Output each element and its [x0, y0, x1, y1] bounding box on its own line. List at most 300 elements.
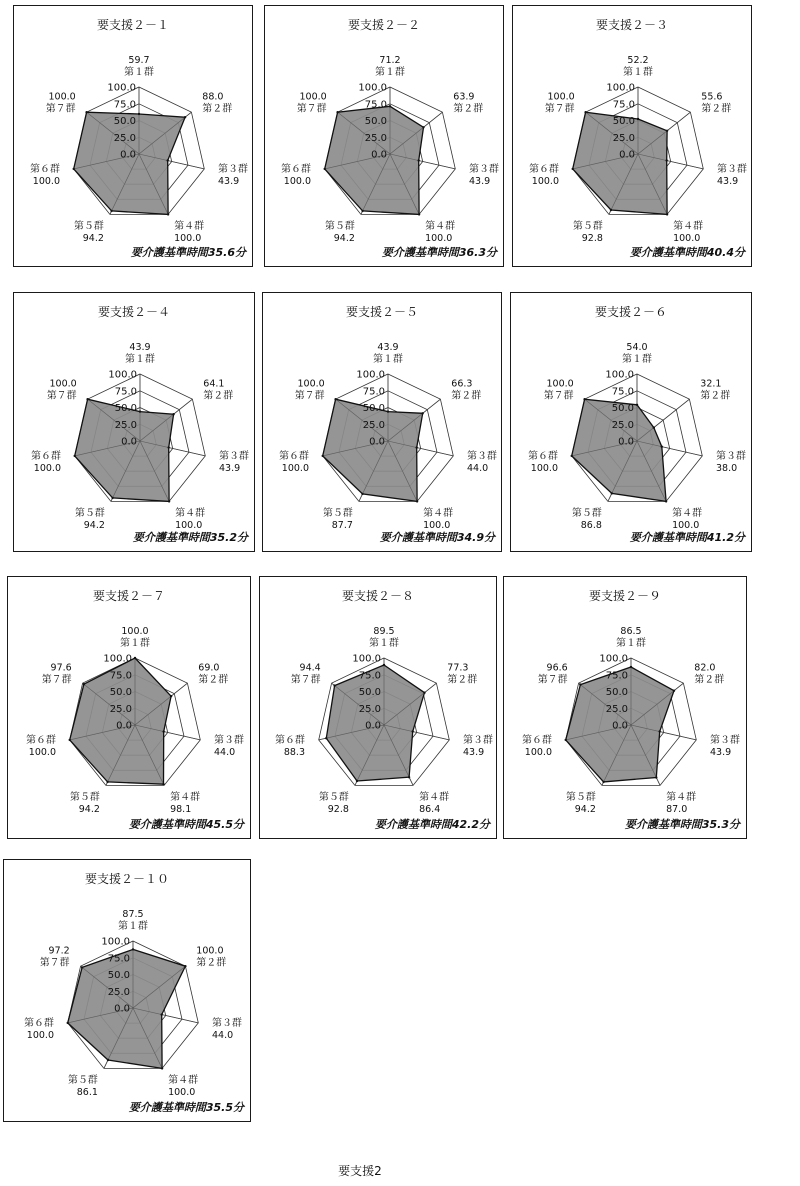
value-label: 97.6: [50, 662, 72, 674]
value-label: 96.6: [546, 662, 568, 674]
data-point: [73, 168, 75, 170]
axis-label: 第７群: [41, 674, 72, 686]
radar-panel: [259, 576, 497, 839]
radar-chart: [513, 6, 753, 268]
data-point: [184, 116, 186, 118]
data-point: [602, 781, 604, 783]
radar-chart: [260, 577, 498, 840]
tick-label: 25.0: [113, 132, 136, 144]
data-point: [172, 413, 174, 415]
value-label: 43.9: [218, 176, 240, 187]
axis-label: 第６群: [529, 164, 559, 175]
data-point: [162, 783, 164, 785]
axis-label: 第５群: [571, 508, 602, 519]
axis-label: 第３群: [463, 735, 493, 746]
reference-time: 要介護基準時間42.2分: [374, 818, 490, 831]
tick-label: 50.0: [107, 970, 130, 981]
axis-label: 第７群: [290, 674, 321, 686]
tick-label: 75.0: [611, 386, 634, 398]
value-label: 100.0: [174, 233, 202, 244]
value-label: 87.0: [666, 804, 688, 815]
axis-label: 第５群: [565, 792, 596, 803]
tick-label: 75.0: [362, 386, 385, 398]
axis-label: 第６群: [281, 164, 311, 175]
tick-label: 50.0: [611, 403, 634, 414]
data-point: [106, 781, 108, 783]
tick-label: 25.0: [114, 419, 137, 431]
page-caption: 要支援2: [338, 1164, 382, 1178]
value-label: 44.0: [212, 1030, 234, 1041]
value-label: 94.2: [83, 520, 105, 531]
data-point: [565, 739, 567, 741]
value-label: 43.9: [469, 176, 491, 187]
value-label: 87.7: [331, 520, 353, 531]
axis-label: 第７群: [39, 957, 70, 969]
radar-chart: [8, 577, 252, 840]
value-label: 100.0: [28, 747, 56, 758]
data-point: [170, 695, 172, 697]
axis-label: 第２群: [451, 390, 482, 402]
tick-label: 100.0: [356, 369, 385, 381]
tick-label: 100.0: [107, 82, 136, 94]
value-label: 55.6: [701, 91, 723, 103]
radar-panel: [13, 5, 253, 267]
tick-label: 75.0: [109, 670, 132, 682]
axis-label: 第４群: [666, 792, 697, 803]
value-label: 86.5: [620, 626, 642, 637]
value-label: 43.9: [219, 463, 241, 474]
axis-label: 第１群: [623, 67, 653, 78]
tick-label: 0.0: [369, 436, 385, 448]
data-point: [334, 398, 336, 400]
value-label: 94.4: [299, 662, 321, 674]
data-point: [412, 730, 414, 732]
data-point: [408, 776, 410, 778]
tick-label: 100.0: [605, 369, 634, 381]
axis-label: 第１群: [375, 67, 405, 78]
axis-label: 第１群: [125, 354, 155, 365]
value-label: 89.5: [373, 626, 395, 637]
data-point: [333, 684, 335, 686]
axis-label: 第１群: [118, 921, 148, 932]
axis-label: 第４群: [174, 221, 205, 232]
tick-label: 100.0: [606, 82, 635, 94]
data-point: [69, 739, 71, 741]
data-point: [67, 1022, 69, 1024]
tick-label: 100.0: [599, 653, 628, 665]
data-point: [336, 111, 338, 113]
tick-label: 25.0: [612, 132, 635, 144]
data-point: [418, 213, 420, 215]
radar-panel: [13, 292, 255, 552]
chart-title: 要支援２－３: [595, 18, 668, 32]
data-area: [573, 112, 667, 214]
data-point: [387, 410, 389, 412]
axis-label: 第４群: [673, 221, 704, 232]
tick-label: 50.0: [114, 403, 137, 414]
value-label: 100.0: [425, 233, 453, 244]
value-label: 100.0: [299, 91, 327, 103]
data-area: [323, 399, 423, 501]
data-point: [74, 455, 76, 457]
axis-label: 第３群: [218, 164, 248, 175]
tick-label: 25.0: [605, 703, 628, 715]
value-label: 100.0: [297, 378, 325, 390]
value-label: 52.2: [627, 55, 649, 66]
data-point: [167, 159, 169, 161]
axis-label: 第７群: [294, 390, 325, 402]
axis-label: 第３群: [469, 164, 499, 175]
axis-label: 第１群: [616, 638, 646, 649]
data-point: [111, 497, 113, 499]
chart-title: 要支援２－２: [347, 18, 420, 32]
value-label: 44.0: [467, 463, 489, 474]
data-point: [324, 168, 326, 170]
data-point: [630, 666, 632, 668]
tick-label: 100.0: [358, 82, 387, 94]
tick-label: 75.0: [107, 953, 130, 965]
data-point: [666, 130, 668, 132]
axis-label: 第３群: [214, 735, 244, 746]
axis-label: 第２群: [202, 103, 233, 115]
radar-panel: [510, 292, 752, 552]
axis-label: 第４群: [175, 508, 206, 519]
axis-label: 第５群: [572, 221, 603, 232]
chart-title: 要支援２－７: [92, 589, 165, 603]
tick-label: 75.0: [364, 99, 387, 111]
data-point: [611, 492, 613, 494]
tick-label: 75.0: [113, 99, 136, 111]
tick-label: 0.0: [114, 1003, 130, 1015]
axis-label: 第４群: [168, 1075, 199, 1086]
data-point: [356, 780, 358, 782]
value-label: 63.9: [453, 91, 475, 103]
value-label: 66.3: [451, 378, 473, 390]
axis-label: 第１群: [124, 67, 154, 78]
value-label: 88.0: [202, 91, 224, 103]
reference-time: 要介護基準時間35.2分: [132, 531, 248, 544]
radar-panel: [262, 292, 502, 552]
data-point: [138, 113, 140, 115]
value-label: 100.0: [121, 626, 149, 637]
data-point: [322, 455, 324, 457]
axis-label: 第２群: [700, 390, 731, 402]
tick-label: 0.0: [365, 720, 381, 732]
value-label: 100.0: [175, 520, 203, 531]
value-label: 71.2: [379, 55, 401, 66]
value-label: 87.5: [122, 909, 144, 920]
axis-label: 第６群: [528, 451, 558, 462]
data-point: [81, 966, 83, 968]
data-point: [168, 446, 170, 448]
data-point: [673, 690, 675, 692]
chart-title: 要支援２－４: [97, 305, 170, 319]
tick-label: 50.0: [612, 116, 635, 127]
value-label: 92.8: [327, 804, 349, 815]
data-point: [161, 1067, 163, 1069]
value-label: 77.3: [447, 662, 469, 674]
axis-label: 第２群: [701, 103, 732, 115]
data-point: [132, 948, 134, 950]
axis-label: 第３群: [219, 451, 249, 462]
data-point: [85, 111, 87, 113]
tick-label: 75.0: [358, 670, 381, 682]
axis-label: 第６群: [279, 451, 309, 462]
axis-label: 第４群: [425, 221, 456, 232]
tick-label: 75.0: [114, 386, 137, 398]
value-label: 100.0: [423, 520, 451, 531]
axis-label: 第２群: [203, 390, 234, 402]
data-point: [86, 398, 88, 400]
axis-label: 第２群: [196, 957, 227, 969]
axis-label: 第５群: [318, 792, 349, 803]
value-label: 44.0: [214, 747, 236, 758]
value-label: 92.8: [581, 233, 603, 244]
data-point: [666, 159, 668, 161]
value-label: 32.1: [700, 378, 722, 390]
data-point: [139, 410, 141, 412]
value-label: 94.2: [574, 804, 596, 815]
axis-label: 第７群: [45, 103, 76, 115]
data-point: [659, 730, 661, 732]
data-point: [361, 493, 363, 495]
radar-chart: [511, 293, 753, 553]
value-label: 43.9: [463, 747, 485, 758]
tick-label: 0.0: [121, 436, 137, 448]
tick-label: 25.0: [358, 703, 381, 715]
radar-panel: [264, 5, 504, 267]
value-label: 88.3: [283, 747, 305, 758]
tick-label: 50.0: [113, 116, 136, 127]
reference-time: 要介護基準時間35.3分: [624, 818, 740, 831]
value-label: 94.2: [82, 233, 104, 244]
data-point: [655, 776, 657, 778]
data-point: [167, 213, 169, 215]
value-label: 38.0: [716, 463, 738, 474]
radar-panel: [512, 5, 752, 267]
tick-label: 25.0: [109, 703, 132, 715]
data-point: [161, 1013, 163, 1015]
axis-label: 第７群: [296, 103, 327, 115]
value-label: 100.0: [531, 176, 559, 187]
data-point: [168, 500, 170, 502]
axis-label: 第２群: [453, 103, 484, 115]
data-point: [661, 446, 663, 448]
tick-label: 0.0: [120, 149, 136, 161]
data-point: [653, 426, 655, 428]
tick-label: 0.0: [618, 436, 634, 448]
value-label: 100.0: [168, 1087, 196, 1098]
tick-label: 100.0: [101, 936, 130, 948]
tick-label: 25.0: [107, 986, 130, 998]
data-point: [584, 111, 586, 113]
value-label: 43.9: [377, 342, 399, 353]
axis-label: 第５群: [67, 1075, 98, 1086]
tick-label: 25.0: [362, 419, 385, 431]
axis-label: 第１群: [369, 638, 399, 649]
data-point: [184, 965, 186, 967]
chart-title: 要支援２－１: [96, 18, 169, 32]
data-point: [383, 664, 385, 666]
axis-label: 第４群: [419, 792, 450, 803]
value-label: 100.0: [26, 1030, 54, 1041]
value-label: 86.4: [419, 804, 441, 815]
data-area: [75, 399, 174, 501]
value-label: 100.0: [281, 463, 309, 474]
value-label: 94.2: [78, 804, 100, 815]
axis-label: 第３群: [716, 451, 746, 462]
reference-time: 要介護基準時間35.5分: [128, 1101, 244, 1114]
axis-label: 第５群: [69, 792, 100, 803]
axis-label: 第７群: [537, 674, 568, 686]
value-label: 59.7: [128, 55, 150, 66]
radar-chart: [263, 293, 503, 553]
tick-label: 50.0: [109, 687, 132, 698]
data-point: [579, 683, 581, 685]
tick-label: 0.0: [371, 149, 387, 161]
value-label: 100.0: [49, 378, 77, 390]
radar-chart: [14, 6, 254, 268]
value-label: 100.0: [673, 233, 701, 244]
data-point: [416, 446, 418, 448]
data-point: [665, 500, 667, 502]
axis-label: 第５群: [322, 508, 353, 519]
axis-label: 第１群: [120, 638, 150, 649]
data-area: [74, 112, 185, 214]
axis-label: 第６群: [26, 735, 56, 746]
data-point: [422, 412, 424, 414]
axis-label: 第６群: [275, 735, 305, 746]
value-label: 100.0: [283, 176, 311, 187]
chart-title: 要支援２－５: [345, 305, 418, 319]
axis-label: 第６群: [24, 1018, 54, 1029]
value-label: 100.0: [672, 520, 700, 531]
reference-time: 要介護基準時間45.5分: [128, 818, 244, 831]
axis-label: 第２群: [447, 674, 478, 686]
axis-label: 第２群: [198, 674, 229, 686]
data-point: [107, 1059, 109, 1061]
value-label: 82.0: [694, 662, 716, 674]
value-label: 100.0: [524, 747, 552, 758]
axis-label: 第３群: [212, 1018, 242, 1029]
value-label: 43.9: [710, 747, 732, 758]
radar-panel: [7, 576, 251, 839]
axis-label: 第５群: [324, 221, 355, 232]
data-point: [325, 737, 327, 739]
tick-label: 0.0: [612, 720, 628, 732]
reference-time: 要介護基準時間35.6分: [130, 246, 246, 259]
radar-chart: [14, 293, 256, 553]
axis-label: 第５群: [74, 508, 105, 519]
tick-label: 100.0: [352, 653, 381, 665]
value-label: 100.0: [547, 91, 575, 103]
data-point: [422, 126, 424, 128]
reference-time: 要介護基準時間40.4分: [629, 246, 745, 259]
axis-label: 第６群: [30, 164, 60, 175]
tick-label: 50.0: [364, 116, 387, 127]
axis-label: 第１群: [373, 354, 403, 365]
data-point: [110, 210, 112, 212]
tick-label: 50.0: [358, 687, 381, 698]
value-label: 100.0: [32, 176, 60, 187]
tick-label: 25.0: [364, 132, 387, 144]
tick-label: 50.0: [362, 403, 385, 414]
chart-title: 要支援２－８: [341, 589, 414, 603]
data-point: [83, 683, 85, 685]
data-point: [423, 692, 425, 694]
axis-label: 第５群: [73, 221, 104, 232]
value-label: 69.0: [198, 662, 220, 674]
radar-panel: [3, 859, 251, 1122]
axis-label: 第１群: [622, 354, 652, 365]
data-point: [389, 105, 391, 107]
value-label: 100.0: [546, 378, 574, 390]
value-label: 43.9: [129, 342, 151, 353]
chart-title: 要支援２－６: [594, 305, 667, 319]
axis-label: 第３群: [710, 735, 740, 746]
chart-title: 要支援２－１０: [84, 872, 169, 886]
axis-label: 第３群: [467, 451, 497, 462]
data-point: [163, 730, 165, 732]
radar-chart: [504, 577, 748, 840]
axis-label: 第６群: [31, 451, 61, 462]
tick-label: 50.0: [605, 687, 628, 698]
reference-time: 要介護基準時間41.2分: [629, 531, 745, 544]
data-point: [610, 209, 612, 211]
data-point: [418, 159, 420, 161]
data-point: [572, 168, 574, 170]
value-label: 54.0: [626, 342, 648, 353]
radar-panel: [503, 576, 747, 839]
data-point: [637, 118, 639, 120]
data-point: [134, 657, 136, 659]
value-label: 43.9: [717, 176, 739, 187]
value-label: 64.1: [203, 378, 225, 390]
value-label: 100.0: [196, 945, 224, 957]
axis-label: 第７群: [543, 390, 574, 402]
value-label: 100.0: [48, 91, 76, 103]
axis-label: 第４群: [672, 508, 703, 519]
axis-label: 第２群: [694, 674, 725, 686]
radar-chart: [265, 6, 505, 268]
tick-label: 25.0: [611, 419, 634, 431]
data-point: [361, 210, 363, 212]
value-label: 86.8: [580, 520, 602, 531]
axis-label: 第４群: [423, 508, 454, 519]
chart-title: 要支援２－９: [588, 589, 661, 603]
reference-time: 要介護基準時間34.9分: [379, 531, 495, 544]
value-label: 97.2: [48, 945, 70, 957]
tick-label: 100.0: [103, 653, 132, 665]
tick-label: 0.0: [619, 149, 635, 161]
data-point: [636, 404, 638, 406]
value-label: 100.0: [530, 463, 558, 474]
tick-label: 0.0: [116, 720, 132, 732]
tick-label: 75.0: [612, 99, 635, 111]
axis-label: 第７群: [544, 103, 575, 115]
axis-label: 第３群: [717, 164, 747, 175]
data-point: [583, 398, 585, 400]
value-label: 86.1: [76, 1087, 98, 1098]
value-label: 100.0: [33, 463, 61, 474]
value-label: 94.2: [333, 233, 355, 244]
data-point: [666, 213, 668, 215]
reference-time: 要介護基準時間36.3分: [381, 246, 497, 259]
axis-label: 第４群: [170, 792, 201, 803]
axis-label: 第７群: [46, 390, 77, 402]
radar-chart: [4, 860, 252, 1123]
data-point: [571, 455, 573, 457]
